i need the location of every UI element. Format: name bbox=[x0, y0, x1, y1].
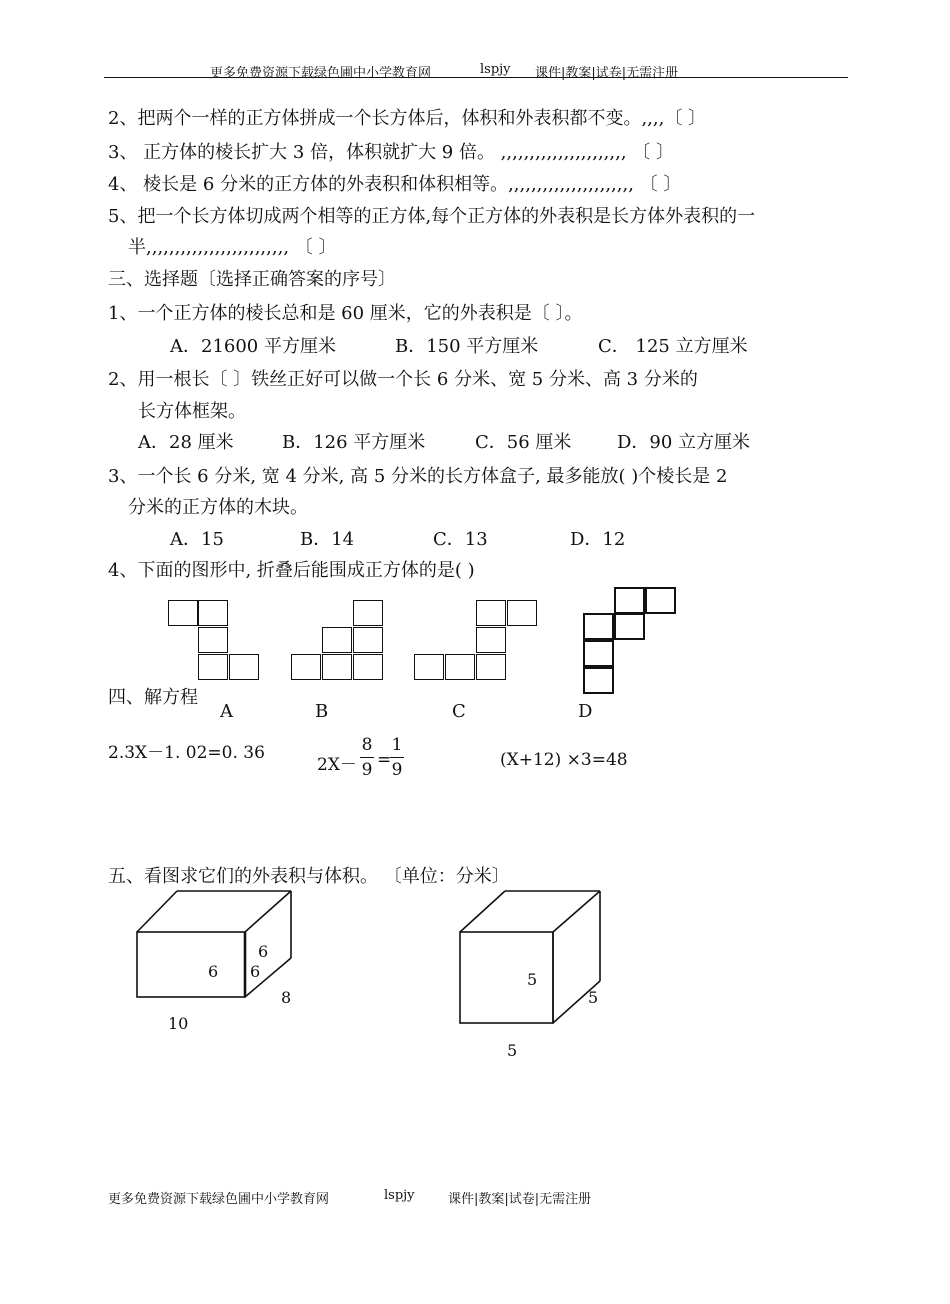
choice-q1-option-a: A．21600 平方厘米 bbox=[170, 336, 336, 357]
net-b-square bbox=[291, 654, 321, 680]
fraction-denominator: 9 bbox=[361, 760, 373, 780]
choice-q2-option-c: C．56 厘米 bbox=[475, 432, 572, 453]
net-a-square bbox=[229, 654, 259, 680]
net-a-square bbox=[168, 600, 198, 626]
net-d-square bbox=[645, 587, 676, 614]
choice-q3-option-b: B．14 bbox=[300, 529, 355, 550]
equation-2-fraction-1 bbox=[360, 733, 374, 782]
footer-tags: 课件|教案|试卷|无需注册 bbox=[448, 1192, 592, 1207]
choice-q3-option-c: C．13 bbox=[433, 529, 488, 550]
net-a-square bbox=[198, 627, 228, 653]
net-label-c: C bbox=[452, 701, 466, 722]
fraction-denominator: 9 bbox=[391, 760, 403, 780]
cube-front-face bbox=[460, 932, 553, 1023]
equation-2-prefix: 2X－ bbox=[317, 755, 357, 775]
judge-q5-line1: 5、把一个长方体切成两个相等的正方体,每个正方体的外表积是长方体外表积的一 bbox=[108, 206, 756, 227]
net-d-square bbox=[614, 587, 645, 614]
equation-2-fraction-2 bbox=[390, 733, 404, 782]
cuboid-label-4: 8 bbox=[281, 988, 292, 1007]
net-c-square bbox=[476, 600, 506, 626]
net-b-square bbox=[353, 627, 383, 653]
net-label-a: A bbox=[220, 701, 233, 722]
net-c-square bbox=[414, 654, 444, 680]
choice-q2-option-d: D．90 立方厘米 bbox=[617, 432, 751, 453]
net-c-square bbox=[445, 654, 475, 680]
header-tags: 课件|教案|试卷|无需注册 bbox=[535, 66, 679, 81]
header-code: lspjy bbox=[480, 62, 511, 77]
net-b-square bbox=[353, 654, 383, 680]
choice-q2-option-a: A．28 厘米 bbox=[138, 432, 234, 453]
choice-q4: 4、下面的图形中, 折叠后能围成正方体的是( ) bbox=[108, 560, 475, 581]
net-label-d: D bbox=[578, 701, 593, 722]
cuboid-front-face bbox=[137, 932, 245, 997]
cuboid-edge bbox=[245, 891, 291, 932]
cube-edge bbox=[460, 891, 505, 932]
net-d-square bbox=[614, 613, 645, 640]
choice-section-title: 三、选择题〔选择正确答案的序号〕 bbox=[108, 269, 396, 290]
net-a-square bbox=[198, 600, 228, 626]
choice-q1-option-b: B．150 平方厘米 bbox=[395, 336, 539, 357]
net-c-square bbox=[507, 600, 537, 626]
judge-q2: 2、把两个一样的正方体拼成一个长方体后，体积和外表积都不变。,,,,〔 〕 bbox=[108, 108, 707, 129]
cuboid-edge bbox=[137, 891, 177, 932]
judge-q4: 4、 棱长是 6 分米的正方体的外表积和体积相等。,,,,,,,,,,,,,,,,,,,,,, 〔 〕 bbox=[108, 174, 682, 195]
equation-1: 2.3X－1. 02=0. 36 bbox=[108, 743, 265, 763]
net-c-square bbox=[476, 627, 506, 653]
judge-q3: 3、 正方体的棱长扩大 3 倍，体积就扩大 9 倍。 ,,,,,,,,,,,,,,,,,,,,,, 〔 〕 bbox=[108, 142, 675, 163]
cube-label-3: 5 bbox=[507, 1041, 518, 1060]
net-d-square bbox=[583, 613, 614, 640]
cuboid-label-1: 6 bbox=[258, 942, 269, 961]
choice-q2-option-b: B．126 平方厘米 bbox=[282, 432, 426, 453]
cuboid-figure bbox=[130, 885, 305, 1010]
header-site: 更多免费资源下载绿色圃中小学教育网 bbox=[210, 66, 432, 81]
choice-q3-line1: 3、一个长 6 分米, 宽 4 分米, 高 5 分米的长方体盒子, 最多能放( )个棱长是 2 bbox=[108, 466, 728, 487]
choice-q3-option-a: A．15 bbox=[170, 529, 224, 550]
choice-q3-option-d: D．12 bbox=[570, 529, 626, 550]
cube-label-2: 5 bbox=[588, 988, 599, 1007]
cuboid-label-2: 6 bbox=[208, 962, 219, 981]
judge-q5-line2: 半,,,,,,,,,,,,,,,,,,,,,,,,, 〔 〕 bbox=[128, 237, 337, 258]
cube-label-1: 5 bbox=[527, 970, 538, 989]
fraction-numerator: 8 bbox=[361, 735, 373, 755]
cube-edge bbox=[553, 891, 600, 932]
choice-q2-line1: 2、用一根长〔 〕铁丝正好可以做一个长 6 分米、宽 5 分米、高 3 分米的 bbox=[108, 369, 698, 390]
choice-q2-line2: 长方体框架。 bbox=[138, 401, 246, 422]
choice-q1-option-c: C． 125 立方厘米 bbox=[598, 336, 748, 357]
cuboid-label-5: 10 bbox=[168, 1014, 189, 1033]
net-a-square bbox=[198, 654, 228, 680]
equation-2-equals: = bbox=[377, 750, 392, 770]
cuboid-label-3: 6 bbox=[250, 962, 261, 981]
net-label-b: B bbox=[315, 701, 329, 722]
choice-q3-line2: 分米的正方体的木块。 bbox=[128, 497, 308, 518]
choice-q1: 1、一个正方体的棱长总和是 60 厘米，它的外表积是〔 〕。 bbox=[108, 303, 583, 324]
footer-code: lspjy bbox=[384, 1188, 415, 1203]
equations-section-title: 四、解方程 bbox=[108, 687, 198, 708]
fraction-numerator: 1 bbox=[391, 735, 403, 755]
figures-section-title: 五、看图求它们的外表积与体积。 〔单位：分米〕 bbox=[108, 866, 510, 887]
net-b-square bbox=[322, 627, 352, 653]
header-rule bbox=[104, 77, 848, 78]
net-d-square bbox=[583, 667, 614, 694]
equation-3: (X+12) ×3=48 bbox=[500, 750, 628, 770]
net-d-square bbox=[583, 640, 614, 667]
net-c-square bbox=[476, 654, 506, 680]
footer-site: 更多免费资源下载绿色圃中小学教育网 bbox=[108, 1192, 330, 1207]
net-b-square bbox=[322, 654, 352, 680]
cube-figure bbox=[455, 885, 605, 1030]
net-b-square bbox=[353, 600, 383, 626]
